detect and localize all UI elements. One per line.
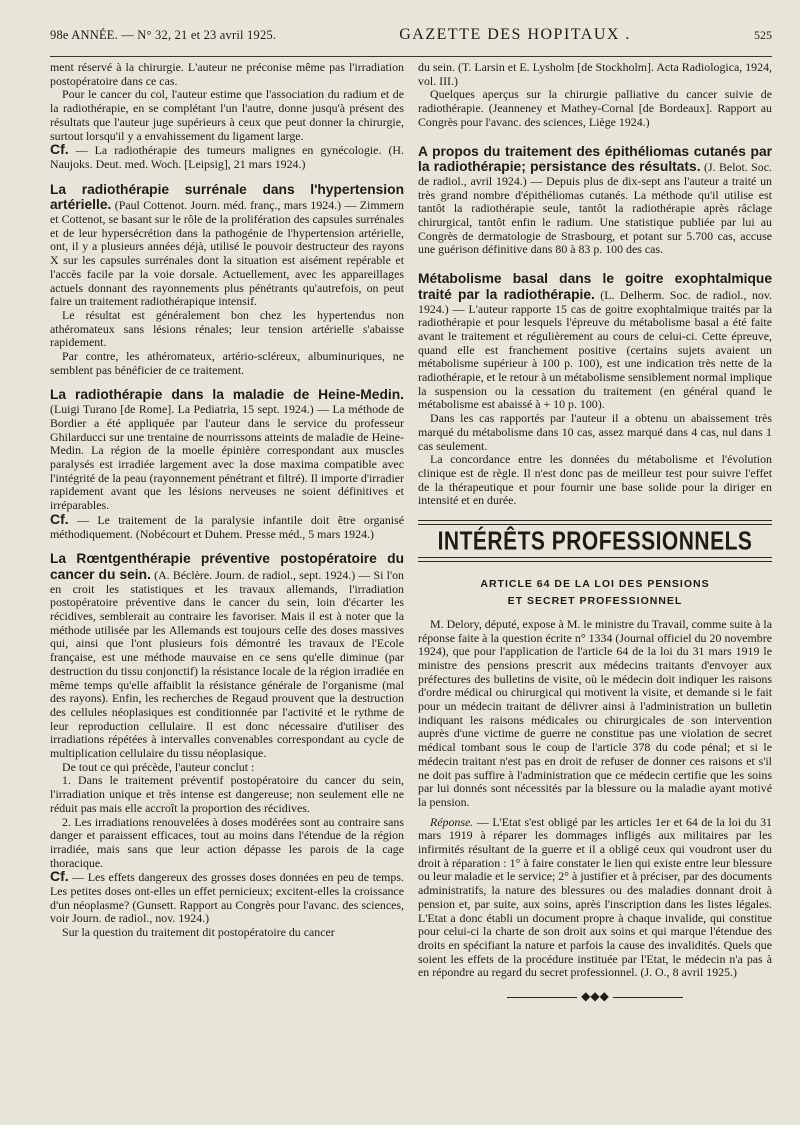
paragraph: De tout ce qui précède, l'auteur conclut : [62, 759, 255, 774]
article-title: La Rœntgenthérapie préventive postopératoire du cancer du sein. [50, 551, 404, 582]
cf-note: Cf. — Les effets dangereux des grosses doses données en peu de temps. Les petites doses ont-elles un effet pernicieux; excitent-elles la croissance d'un néoplasme? (Gunsett. Rapport au Congrès pour l'avanc. des sciences, voir Journ. de radiol., nov. 1924.) [50, 868, 404, 926]
left-column [50, 61, 404, 1004]
article-reference: (Luigi Turano [de Rome]. La Pediatria, 15 sept. 1924.) — [50, 402, 330, 417]
list-item: 1. Dans le traitement préventif postopératoire du cancer du sein, l'irradiation unique et très intense est dangereuse; non seulement elle ne réduit pas mais elle accroît la proportion des récidives. [50, 773, 404, 815]
issue-info: 98e ANNÉE. — N° 32, 21 et 23 avril 1925. [50, 28, 277, 42]
cf-note: Cf. — Le traitement de la paralysie infantile doit être organisé méthodiquement. (Nobécourt et Duhem. Presse méd., 5 mars 1924.) [50, 510, 404, 541]
article-reference: (Paul Cottenot. Journ. méd. franç., mars 1924.) — [114, 198, 357, 213]
paragraph: Par contre, les athéromateux, artério-scléreux, albuminuriques, ne semblent pas bénéficier de ce traitement. [50, 349, 404, 377]
right-column [418, 61, 772, 1004]
section-divider [418, 520, 772, 525]
paragraph: Quelques aperçus sur la chirurgie palliative du cancer suivie de radiothérapie. (Jeanneney et Mathey-Cornal [de Bordeaux]. Rapport au Congrès pour l'avanc. des sciences, Liège 1924.) [418, 87, 772, 129]
page-header [50, 14, 772, 50]
journal-title: GAZETTE DES HOPITAUX . [399, 26, 631, 43]
section-title: INTÉRÊTS PROFESSIONNELS [437, 527, 753, 556]
article: A propos du traitement des épithéliomas cutanés par la radiothérapie; persistance des résultats. (J. Belot. Soc. de radiol., avril 1924.) — Depuis plus de dix-sept ans l'auteur a traité un très grand nombre d'épithéliomas cutanés. La méthode qu'il utilise est tantôt la radiothérapie seule, tantôt la radiothérapie après râclage chirurgical, tantôt enfin le radium. Une statistique publiée par lui au Congrès de dermatologie de Strasbourg, et potant sur 5.700 cas, accuse une guérison définitive dans 80 à 83 p. 100 des cas. [418, 143, 772, 257]
page-number: 525 [754, 28, 772, 42]
paragraph: M. Delory, député, expose à M. le ministre du Travail, comme suite à la réponse faite à la question écrite n° 1334 (Journal officiel du 20 novembre 1924), que pour l'application de l'article 64 de la loi du 31 mars 1919 le ministre des pensions prescrit aux médecins traitants d'envoyer aux préfectures des bulletins de visite, où le médecin doit indiquer les raisons d'ordre médical ou chirurgical qui motivent la visite, et demande si le fait pour un médecin traitant de délivrer ainsi à l'administration un bulletin indiquant les raisons médicales ou chirurgicales de son intervention auprès d'une victime de guerre ne constitue pas une violation de secret médical tombant sous le coup de l'article 378 du code pénal; et si le médecin traitant n'est pas en droit de refuser de donner ces raisons et s'il ne doit pas suffire à l'administration que ce médecin certifie que les soins par lui donnés sont nécessités par la blessure ou la maladie ayant motivé la pension. [418, 616, 772, 809]
end-ornament: ◆◆◆ [418, 990, 772, 1004]
article: La radiothérapie surrénale dans l'hypertension artérielle. (Paul Cottenot. Journ. méd. franç., mars 1924.) — Zimmern et Cottenot, se basant sur le rôle de la prolifération des capsules surrénales et de leur hypersécrétion dans la pathogénie de l'hypertension artérielle, ont, il y a plusieurs années déjà, utilisé le pouvoir destructeur des rayons X sur les capsules surrénales dont la situation est aisément repérable et l'accès facile par la voie dorsale. Actuellement, avec les appareillages actuels donnant des rayonnements plus pénétrants qu'autrefois, on peut faire un traitement radiothérapique intensif. Le résultat est généralement bon chez les hypertendus non athéromateux sans lésions rénales; leur tension artérielle s'abaisse rapidement. Par contre, les athéromateux, artério-scléreux, albuminuriques, ne semblent pas bénéficier de ce traitement. [50, 181, 404, 377]
article-title: La radiothérapie surrénale dans l'hypertension artérielle. [50, 181, 404, 213]
list-item: 2. Les irradiations renouvelées à doses modérées sont au contraire sans danger et paraissent efficaces, tout au moins dans l'étendue de la région irradiée, mais sans que leur action dépasse les parois de la cage thoracique. [50, 814, 404, 870]
paragraph: Le résultat est généralement bon chez les hypertendus non athéromateux sans lésions rénales; leur tension artérielle s'abaisse rapidement. [50, 307, 404, 350]
paragraph: ment réservé à la chirurgie. L'auteur ne préconise même pas l'irradiation postopératoire dans ce cas. [50, 60, 404, 88]
subheading: ARTICLE 64 DE LA LOI DES PENSIONS [480, 577, 710, 590]
article-title: La radiothérapie dans la maladie de Heine-Medin. [50, 387, 404, 403]
paragraph: Pour le cancer du col, l'auteur estime que l'association du radium et de la radiothérapie, en se complétant l'un l'autre, donne jusqu'à présent des résultats que l'auteur juge supérieurs à ceux que peut donner la chirurgie, surtout lorsqu'il y a envahissement du ligament large. [50, 87, 404, 143]
article-reference: (L. Delherm. Soc. de radiol., nov. 1924.) — [418, 287, 772, 316]
article-reference: (J. Belot. Soc. de radiol., avril 1924.) — [418, 160, 772, 188]
cf-note: Cf. — La radiothérapie des tumeurs malignes en gynécologie. (H. Naujoks. Deut. med. Woch. [Leipsig], 21 mars 1924.) [50, 141, 404, 171]
columns [50, 61, 772, 1004]
paragraph: Dans les cas rapportés par l'auteur il a obtenu un abaissement très marqué du métabolisme dans 10 cas, assez marqué dans 4 cas, nul dans 1 cas seulement. [418, 411, 772, 453]
article-title: Métabolisme basal dans le goitre exophtalmique traité par la radiothérapie. [418, 271, 772, 302]
article-title: A propos du traitement des épithéliomas cutanés par la radiothérapie; persistance des résultats. [418, 143, 772, 175]
answer-label: Réponse. [430, 814, 474, 829]
article: La radiothérapie dans la maladie de Heine-Medin. (Luigi Turano [de Rome]. La Pediatria, 15 sept. 1924.) — La méthode de Bordier a été appliquée par l'auteur dans le service du professeur Ghilarducci sur une trentaine de nourrissons atteints de maladie de Heine-Medin. La région de la moelle épinière correspondant aux muscles paralysés est irradiée largement avec la dose maxima compatible avec l'intégrité de la peau (rayonnement pénétrant et filtré). Il importe d'irradier rapidement avant que les lésions nerveuses ne soient définitives et irréparables. [50, 387, 404, 513]
paragraph: Sur la question du traitement dit postopératoire du cancer [62, 925, 335, 940]
article: La Rœntgenthérapie préventive postopératoire du cancer du sein. (A. Béclère. Journ. de radiol., sept. 1924.) — Si l'on en croit les statistiques et les travaux allemands, l'irradiation postopératoire préventive dans le cancer du sein, loin d'écarter les récidives, semblerait au contraire les favoriser. Mais il est à noter que la méthode utilisée par les Allemands est toujours celle des doses massives qui, ainsi que l'ont plusieurs fois démontré les travaux de l'Ecole française, est une méthode mauvaise en ce sens qu'elle diminue (par destruction du tissu conjonctif) la résistance locale de la région irradiée en même temps qu'elle affaiblit la résistance générale de l'organisme (mal des rayons). Enfin, les recherches de Regaud prouvent que la destruction des cellules néoplasiques est conditionnée par l'activité et le rythme de leur reproduction cellulaire. Il est donc nécessaire d'utiliser des irradiations répétées à intervalles convenables correspondant au cycle de multiplication cellulaire du tissu néoplasique. De tout ce qui précède, l'auteur conclut : 1. Dans le traitement préventif postopératoire du cancer du sein, l'irradiation unique et très intense est dangereuse; non seulement elle ne réduit pas mais elle accroît la proportion des récidives. 2. Les irradiations renouvelées à doses modérées sont au contraire sans danger et paraissent efficaces, tout au moins dans l'étendue de la région irradiée, mais sans que leur action dépasse les parois de la cage thoracique. [50, 551, 404, 870]
header-rule [50, 56, 772, 57]
article-reference: (A. Béclère. Journ. de radiol., sept. 1924.) — [154, 567, 371, 582]
article: Métabolisme basal dans le goitre exophtalmique traité par la radiothérapie. (L. Delherm. Soc. de radiol., nov. 1924.) — L'auteur rapporte 15 cas de goitre exophtalmique traités par la radiothérapie et pour lesquels l'épreuve du métabolisme basal a été faite avant le traitement et régulièrement au cours de celui-ci. Cette épreuve, quand elle est franchement positive (certains sujets avaient un métabolisme supérieur à 100 p. 100), est une indication très nette de la radiothérapie, et le retour à un métabolisme sensiblement normal implique la suspension ou la cessation du traitement (en général quand le métabolisme est abaissé à + 10 p. 100). Dans les cas rapportés par l'auteur il a obtenu un abaissement très marqué du métabolisme dans 10 cas, assez marqué dans 4 cas, nul dans 1 cas seulement. La concordance entre les données du métabolisme et l'évolution clinique est de règle. Il n'est donc pas de meilleur test pour suivre l'effet de la thérapeutique et pour fournir une base solide pour la diriger en intensité et en durée. [418, 271, 772, 508]
paragraph: La concordance entre les données du métabolisme et l'évolution clinique est de règle. Il n'est donc pas de meilleur test pour suivre l'effet de la thérapeutique et pour fournir une base solide pour la diriger en intensité et en durée. [418, 452, 772, 508]
subheading: ET SECRET PROFESSIONNEL [507, 594, 683, 607]
paragraph: du sein. (T. Larsin et E. Lysholm [de Stockholm]. Acta Radiologica, 1924, vol. III.) [418, 60, 772, 88]
paragraph: Réponse. — L'Etat s'est obligé par les articles 1er et 64 de la loi du 31 mars 1919 à réparer les dommages infligés aux militaires par les infirmités résultant de la guerre et il a obligé ceux qui voudront user du droit à réparation : 1° à faire constater le lien qui existe entre leur blessure ou leur maladie et le service; 2° à justifier et à préciser, par des documents administratifs, la nature des blessures ou des maladies donnant droit à pension et, par suite, aux soins, après l'inscription dans les listes légales. L'Etat a donc établi un document propre à chaque invalide, qui constitue pour celui-ci la charte de son droit aux soins et qui marque l'étendue des droits en spécifiant la nature et parfois la cause des invalidités. Quels que soient les effets de la procédure instituée par l'Etat, le médecin n'a pas à en répondre au regard du secret professionnel. (J. O., 8 avril 1925.) [418, 814, 772, 980]
